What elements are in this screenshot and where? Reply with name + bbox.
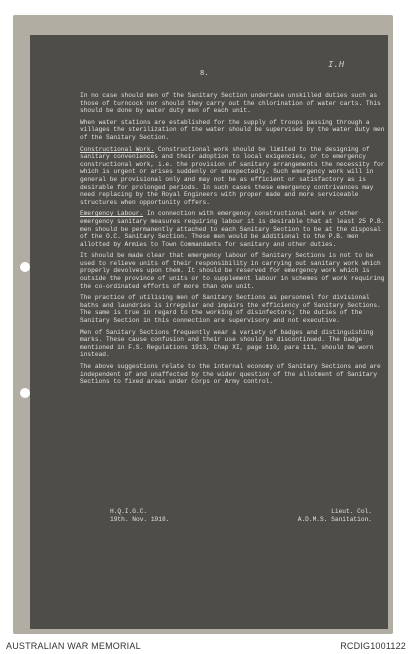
page-number: 8. <box>200 70 209 78</box>
paragraph-text: Constructional work should be limited to the designing of sanitary conveniences and their adoption to local exigencies, or to emergency constructional work, i.e. the provision of sanitary arrangements the necessity for which is urgent or arises suddenly or unexpectedly. Such emergency work will in general be provisional only and may not be as efficient or satisfactory as is desirable for prolonged periods. In such cases these emergency contrivances may need replacing by the Royal Engineers with proper made and more serviceable structures when opportunity offers. <box>80 145 385 206</box>
footer-bar <box>0 636 412 654</box>
title-line: A.D.M.S. Sanitation. <box>297 515 372 523</box>
paragraph: The above suggestions relate to the internal economy of Sanitary Sections and are independent of and unaffected by the wider question of the allotment of Sanitary Sections to fixed areas under Corps or Army control. <box>80 363 381 386</box>
document-body <box>80 92 385 390</box>
paragraph: When water stations are established for the supply of troops passing through a villages the sterilization of the water should be supervised by the water duty men of the Sanitary Section. <box>80 118 385 141</box>
punch-hole <box>20 388 30 398</box>
heading-emergency-labour: Emergency Labour. <box>80 210 144 218</box>
pencil-annotation: I.H <box>328 60 345 70</box>
date-line: 19th. Nov. 1918. <box>110 515 170 523</box>
paragraph: The practice of utilising men of Sanitary Sections as personnel for divisional baths and laundries is irregular and impairs the efficiency of Sanitary Sections. The same is true in regard to the working of disinfectors; the duties of the Sanitary Section in this connection are supervisory and not executive. <box>80 294 381 325</box>
paragraph-emergency <box>80 210 385 248</box>
paragraph: It should be made clear that emergency labour of Sanitary Sections is not to be used to relieve units of their responsibility in carrying out sanitary work which properly devolves upon them. It should be reserved for emergency work which is outside the province of units or to supplement labour in schemes of work requiring the co-ordinated efforts of more than one unit. <box>80 252 385 290</box>
footer-institution: AUSTRALIAN WAR MEMORIAL <box>6 641 141 651</box>
paragraph-constructional <box>80 146 385 207</box>
signature-left <box>110 508 169 523</box>
rank-line: Lieut. Col. <box>331 508 372 515</box>
signature-right <box>298 508 372 523</box>
footer-catalog-id: RCDIG1001122 <box>340 641 406 651</box>
punch-hole <box>20 262 30 272</box>
paragraph-text: In connection with emergency constructional work or other emergency sanitary measures requiring labour it is desirable that at least 25 P.B. men should be permanently attached to each Sanitary Section to be at the disposal of the O.C. Sanitary Section. These men would be additional to the P.B. men allotted by Armies to Town Commandants for sanitary and other duties. <box>80 210 385 248</box>
signature-block <box>110 508 372 523</box>
headquarters-line: H.Q.I.G.C. <box>110 508 148 515</box>
paragraph: Men of Sanitary Sections frequently wear a variety of badges and distinguishing marks. These cause confusion and their use should be discontinued. The badge mentioned in F.S. Regulations 1913, Chap XI, page 110, para 111, should be worn instead. <box>80 328 374 359</box>
paragraph: In no case should men of the Sanitary Section undertake unskilled duties such as those of turncock nor should they carry out the chlorination of water carts. This should be done by water duty men of each unit. <box>80 92 381 115</box>
heading-constructional-work: Constructional Work. <box>80 145 155 153</box>
